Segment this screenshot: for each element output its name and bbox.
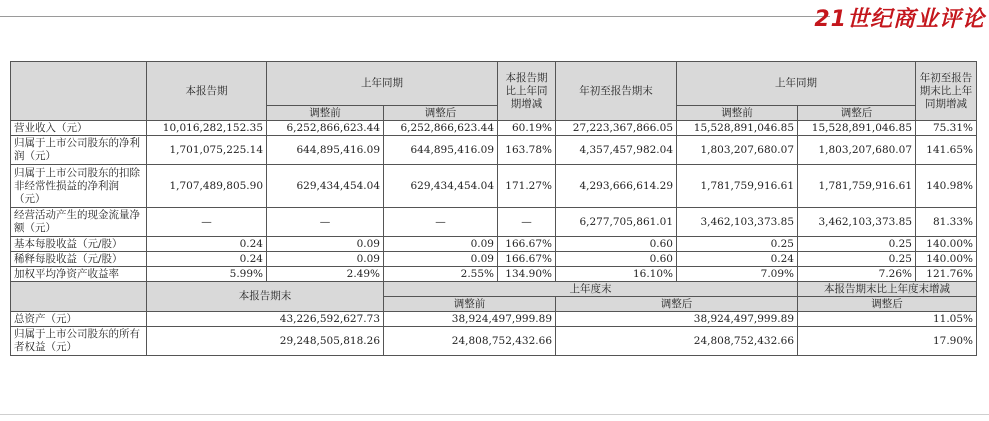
cell-change: 171.27% <box>498 165 556 208</box>
cell-ytd-after: 15,528,891,046.85 <box>798 121 916 136</box>
header-rule <box>0 16 830 17</box>
header-balance-after-adj: 调整后 <box>556 297 798 312</box>
table-row <box>11 237 977 252</box>
cell-balance-change: 11.05% <box>798 312 977 327</box>
row-label: 归属于上市公司股东的扣除非经常性损益的净利润（元） <box>11 165 147 208</box>
cell-ytd: 16.10% <box>556 267 677 282</box>
row-label: 总资产（元） <box>11 312 147 327</box>
cell-period-end: 43,226,592,627.73 <box>147 312 384 327</box>
header-before-adj: 调整前 <box>267 106 384 121</box>
balance-header-row <box>11 282 977 297</box>
cell-balance-before: 38,924,497,999.89 <box>384 312 556 327</box>
header-before-adj-ytd: 调整前 <box>677 106 798 121</box>
cell-change: — <box>498 208 556 237</box>
header-balance-after-adj-2: 调整后 <box>798 297 977 312</box>
cell-ytd-before: 3,462,103,373.85 <box>677 208 798 237</box>
cell-ytd-change: 141.65% <box>916 136 977 165</box>
cell-ytd: 4,293,666,614.29 <box>556 165 677 208</box>
cell-ytd-before: 1,803,207,680.07 <box>677 136 798 165</box>
cell-ytd-after: 0.25 <box>798 237 916 252</box>
cell-prior-before: 2.49% <box>267 267 384 282</box>
cell-balance-after: 24,808,752,432.66 <box>556 327 798 356</box>
cell-ytd-after: 0.25 <box>798 252 916 267</box>
cell-ytd-before: 15,528,891,046.85 <box>677 121 798 136</box>
financial-summary-table <box>10 61 977 356</box>
header-ytd: 年初至报告期末 <box>556 62 677 121</box>
cell-current: 10,016,282,152.35 <box>147 121 267 136</box>
cell-ytd-after: 1,803,207,680.07 <box>798 136 916 165</box>
cell-ytd-change: 75.31% <box>916 121 977 136</box>
cell-ytd-before: 7.09% <box>677 267 798 282</box>
header-prior-period: 上年同期 <box>267 62 498 106</box>
header-period-end: 本报告期末 <box>147 282 384 312</box>
cell-prior-after: 6,252,866,623.44 <box>384 121 498 136</box>
cell-change: 60.19% <box>498 121 556 136</box>
cell-balance-change: 17.90% <box>798 327 977 356</box>
cell-current: 1,707,489,805.90 <box>147 165 267 208</box>
cell-change: 134.90% <box>498 267 556 282</box>
brand-logo: 21世纪商业评论 <box>814 7 985 32</box>
cell-prior-after: — <box>384 208 498 237</box>
table-row <box>11 121 977 136</box>
cell-balance-after: 38,924,497,999.89 <box>556 312 798 327</box>
cell-prior-after: 0.09 <box>384 237 498 252</box>
cell-change: 166.67% <box>498 252 556 267</box>
header-prior-period-ytd: 上年同期 <box>677 62 916 106</box>
cell-ytd: 4,357,457,982.04 <box>556 136 677 165</box>
cell-prior-before: 6,252,866,623.44 <box>267 121 384 136</box>
cell-prior-after: 0.09 <box>384 252 498 267</box>
cell-change: 163.78% <box>498 136 556 165</box>
cell-current: — <box>147 208 267 237</box>
row-label: 经营活动产生的现金流量净额（元） <box>11 208 147 237</box>
cell-ytd-after: 7.26% <box>798 267 916 282</box>
cell-ytd-change: 140.00% <box>916 237 977 252</box>
table-row <box>11 136 977 165</box>
cell-prior-before: 0.09 <box>267 252 384 267</box>
header-after-adj-ytd: 调整后 <box>798 106 916 121</box>
header-prior-year-end: 上年度末 <box>384 282 798 297</box>
cell-prior-after: 629,434,454.04 <box>384 165 498 208</box>
cell-ytd-after: 1,781,759,916.61 <box>798 165 916 208</box>
cell-ytd-before: 1,781,759,916.61 <box>677 165 798 208</box>
header-after-adj: 调整后 <box>384 106 498 121</box>
header-ytd-change-pct: 年初至报告期末比上年同期增减 <box>916 62 977 121</box>
cell-prior-before: 0.09 <box>267 237 384 252</box>
cell-current: 0.24 <box>147 252 267 267</box>
header-current-period: 本报告期 <box>147 62 267 121</box>
cell-ytd: 6,277,705,861.01 <box>556 208 677 237</box>
table-row <box>11 327 977 356</box>
cell-ytd: 0.60 <box>556 252 677 267</box>
cell-change: 166.67% <box>498 237 556 252</box>
cell-ytd-change: 121.76% <box>916 267 977 282</box>
cell-ytd-change: 81.33% <box>916 208 977 237</box>
cell-current: 0.24 <box>147 237 267 252</box>
cell-prior-before: 644,895,416.09 <box>267 136 384 165</box>
table-row <box>11 165 977 208</box>
row-label: 基本每股收益（元/股） <box>11 237 147 252</box>
cell-ytd-before: 0.25 <box>677 237 798 252</box>
cell-ytd-change: 140.98% <box>916 165 977 208</box>
cell-current: 5.99% <box>147 267 267 282</box>
table-row <box>11 252 977 267</box>
cell-ytd-after: 3,462,103,373.85 <box>798 208 916 237</box>
row-label: 归属于上市公司股东的所有者权益（元） <box>11 327 147 356</box>
table-row <box>11 312 977 327</box>
cell-ytd: 0.60 <box>556 237 677 252</box>
cell-prior-after: 644,895,416.09 <box>384 136 498 165</box>
row-label: 稀释每股收益（元/股） <box>11 252 147 267</box>
table-row <box>11 267 977 282</box>
cell-current: 1,701,075,225.14 <box>147 136 267 165</box>
cell-prior-before: — <box>267 208 384 237</box>
header-change-pct: 本报告期比上年同期增减 <box>498 62 556 121</box>
cell-ytd-change: 140.00% <box>916 252 977 267</box>
cell-ytd: 27,223,367,866.05 <box>556 121 677 136</box>
row-label: 归属于上市公司股东的净利润（元） <box>11 136 147 165</box>
cell-ytd-before: 0.24 <box>677 252 798 267</box>
bottom-rule <box>0 414 989 415</box>
table-row <box>11 208 977 237</box>
cell-period-end: 29,248,505,818.26 <box>147 327 384 356</box>
row-label: 营业收入（元） <box>11 121 147 136</box>
balance-header-corner <box>11 282 147 312</box>
cell-balance-before: 24,808,752,432.66 <box>384 327 556 356</box>
header-corner <box>11 62 147 121</box>
row-label: 加权平均净资产收益率 <box>11 267 147 282</box>
cell-prior-after: 2.55% <box>384 267 498 282</box>
cell-prior-before: 629,434,454.04 <box>267 165 384 208</box>
table-header-row <box>11 62 977 106</box>
header-change-vs-prior-year-end: 本报告期末比上年度末增减 <box>798 282 977 297</box>
header-balance-before-adj: 调整前 <box>384 297 556 312</box>
